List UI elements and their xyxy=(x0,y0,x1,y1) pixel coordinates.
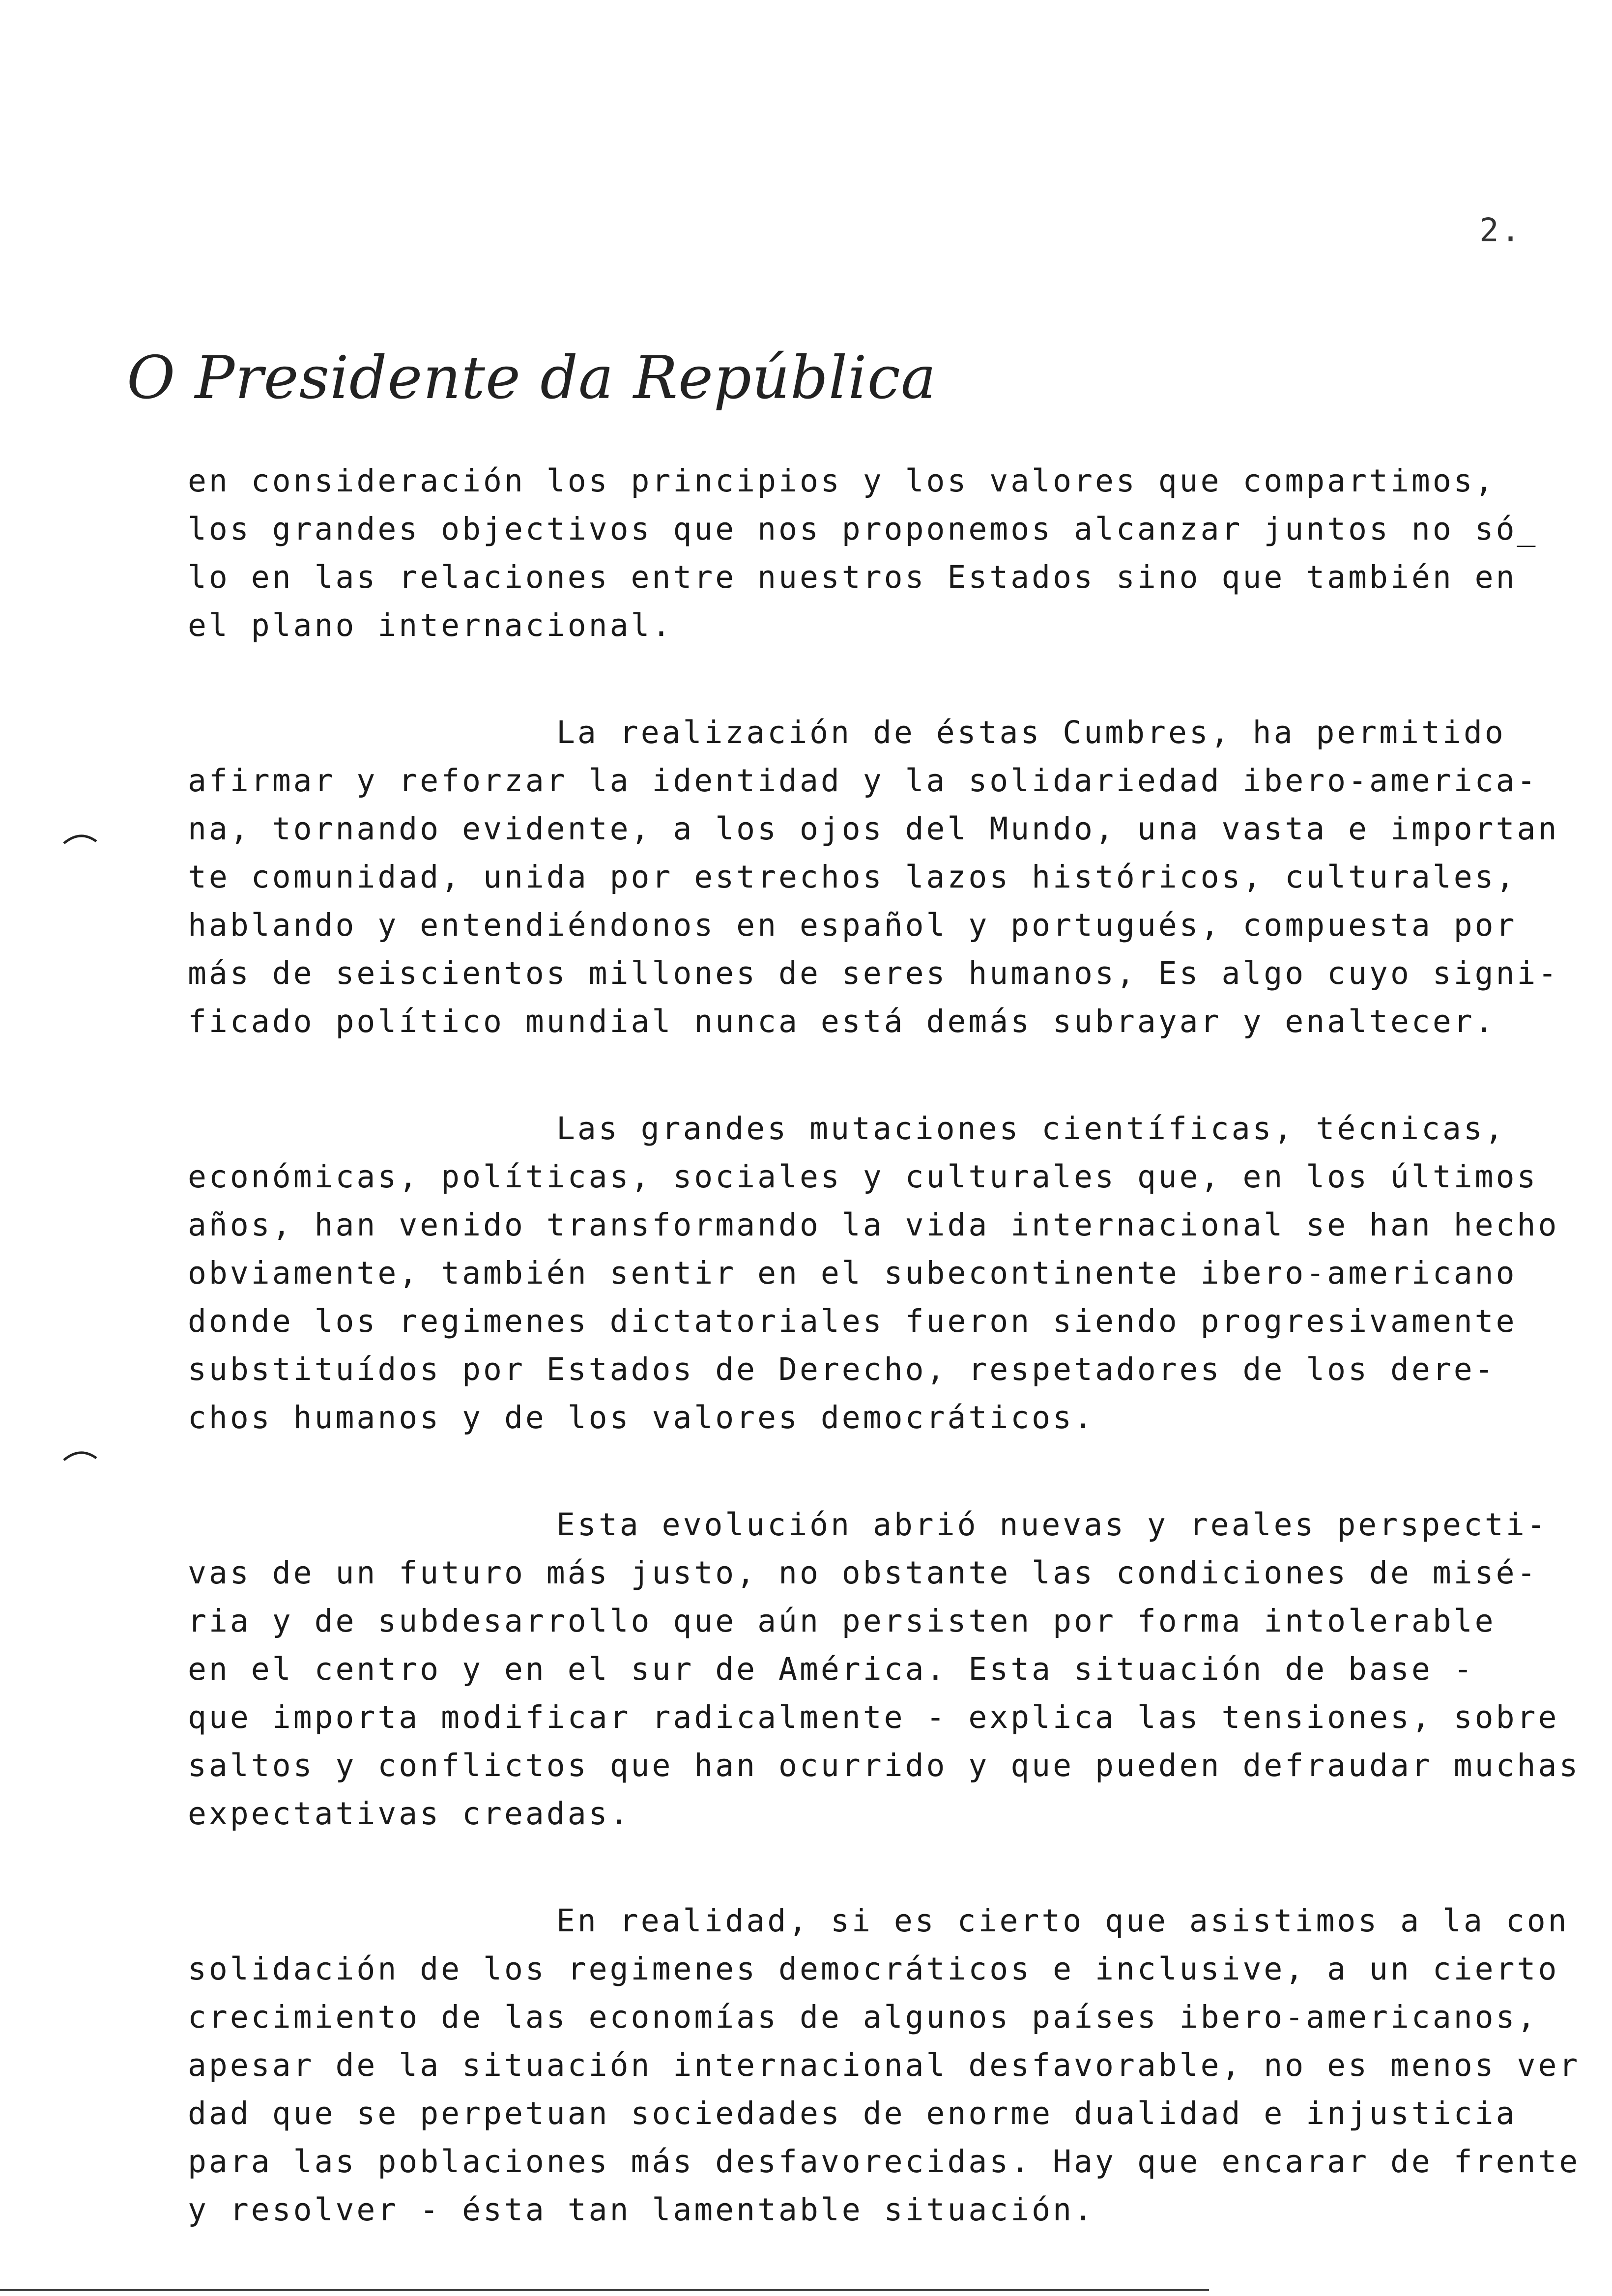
text-line: Las grandes mutaciones científicas, técnicas, xyxy=(556,1111,1506,1147)
paragraph-1 xyxy=(188,457,1538,650)
text-line: ficado político mundial nunca está demás subrayar y enaltecer. xyxy=(188,1004,1496,1039)
text-line: expectativas creadas. xyxy=(188,1796,631,1832)
text-line: saltos y conflictos que han ocurrido y que pueden defraudar muchas xyxy=(188,1748,1581,1783)
page-number: 2. xyxy=(1479,211,1523,249)
text-line: el plano internacional. xyxy=(188,607,673,643)
text-line: hablando y entendiéndonos en español y portugués, compuesta por xyxy=(188,907,1517,943)
text-line: dad que se perpetuan sociedades de enorme dualidad e injusticia xyxy=(188,2095,1517,2131)
text-line: los grandes objectivos que nos proponemos alcanzar juntos no só_ xyxy=(188,511,1538,547)
paragraph-4 xyxy=(188,1501,1581,1838)
margin-mark xyxy=(63,831,97,845)
text-line: obviamente, también sentir en el subecontinente ibero-americano xyxy=(188,1255,1517,1291)
text-line: lo en las relaciones entre nuestros Estados sino que también en xyxy=(188,559,1517,595)
text-line: en consideración los principios y los valores que compartimos, xyxy=(188,463,1496,499)
text-line: donde los regimenes dictatoriales fueron siendo progresivamente xyxy=(188,1303,1517,1339)
margin-mark xyxy=(63,1447,97,1462)
text-line: en el centro y en el sur de América. Esta situación de base - xyxy=(188,1651,1475,1687)
text-line: En realidad, si es cierto que asistimos a la con xyxy=(556,1903,1569,1939)
text-line: ria y de subdesarrollo que aún persisten por forma intolerable xyxy=(188,1603,1496,1639)
text-line: substituídos por Estados de Derecho, respetadores de los dere- xyxy=(188,1351,1496,1387)
text-line: y resolver - ésta tan lamentable situación. xyxy=(188,2192,1095,2228)
text-line: chos humanos y de los valores democráticos. xyxy=(188,1400,1095,1435)
text-line: que importa modificar radicalmente - explica las tensiones, sobre xyxy=(188,1699,1559,1735)
text-line: na, tornando evidente, a los ojos del Mundo, una vasta e importan xyxy=(188,811,1559,847)
body-text xyxy=(188,457,1581,2234)
text-line: económicas, políticas, sociales y culturales que, en los últimos xyxy=(188,1159,1538,1195)
text-line: te comunidad, unida por estrechos lazos históricos, culturales, xyxy=(188,859,1517,895)
text-line: Esta evolución abrió nuevas y reales perspecti- xyxy=(556,1507,1548,1543)
text-line: La realización de éstas Cumbres, ha permitido xyxy=(556,715,1506,750)
text-line: años, han venido transformando la vida internacional se han hecho xyxy=(188,1207,1559,1243)
text-line: crecimiento de las economías de algunos países ibero-americanos, xyxy=(188,1999,1538,2035)
text-line: apesar de la situación internacional desfavorable, no es menos ver xyxy=(188,2047,1581,2083)
text-line: vas de un futuro más justo, no obstante las condiciones de misé- xyxy=(188,1555,1538,1591)
letterhead-title: O Presidente da República xyxy=(127,344,937,412)
text-line: afirmar y reforzar la identidad y la solidariedad ibero-america- xyxy=(188,763,1538,799)
paragraph-3 xyxy=(188,1105,1559,1442)
bottom-rule xyxy=(0,2289,1209,2291)
text-line: solidación de los regimenes democráticos e inclusive, a un cierto xyxy=(188,1951,1559,1987)
text-line: para las poblaciones más desfavorecidas. Hay que encarar de frente xyxy=(188,2144,1581,2180)
text-line: más de seiscientos millones de seres humanos, Es algo cuyo signi- xyxy=(188,955,1559,991)
paragraph-2 xyxy=(188,709,1559,1046)
paragraph-5 xyxy=(188,1897,1581,2234)
